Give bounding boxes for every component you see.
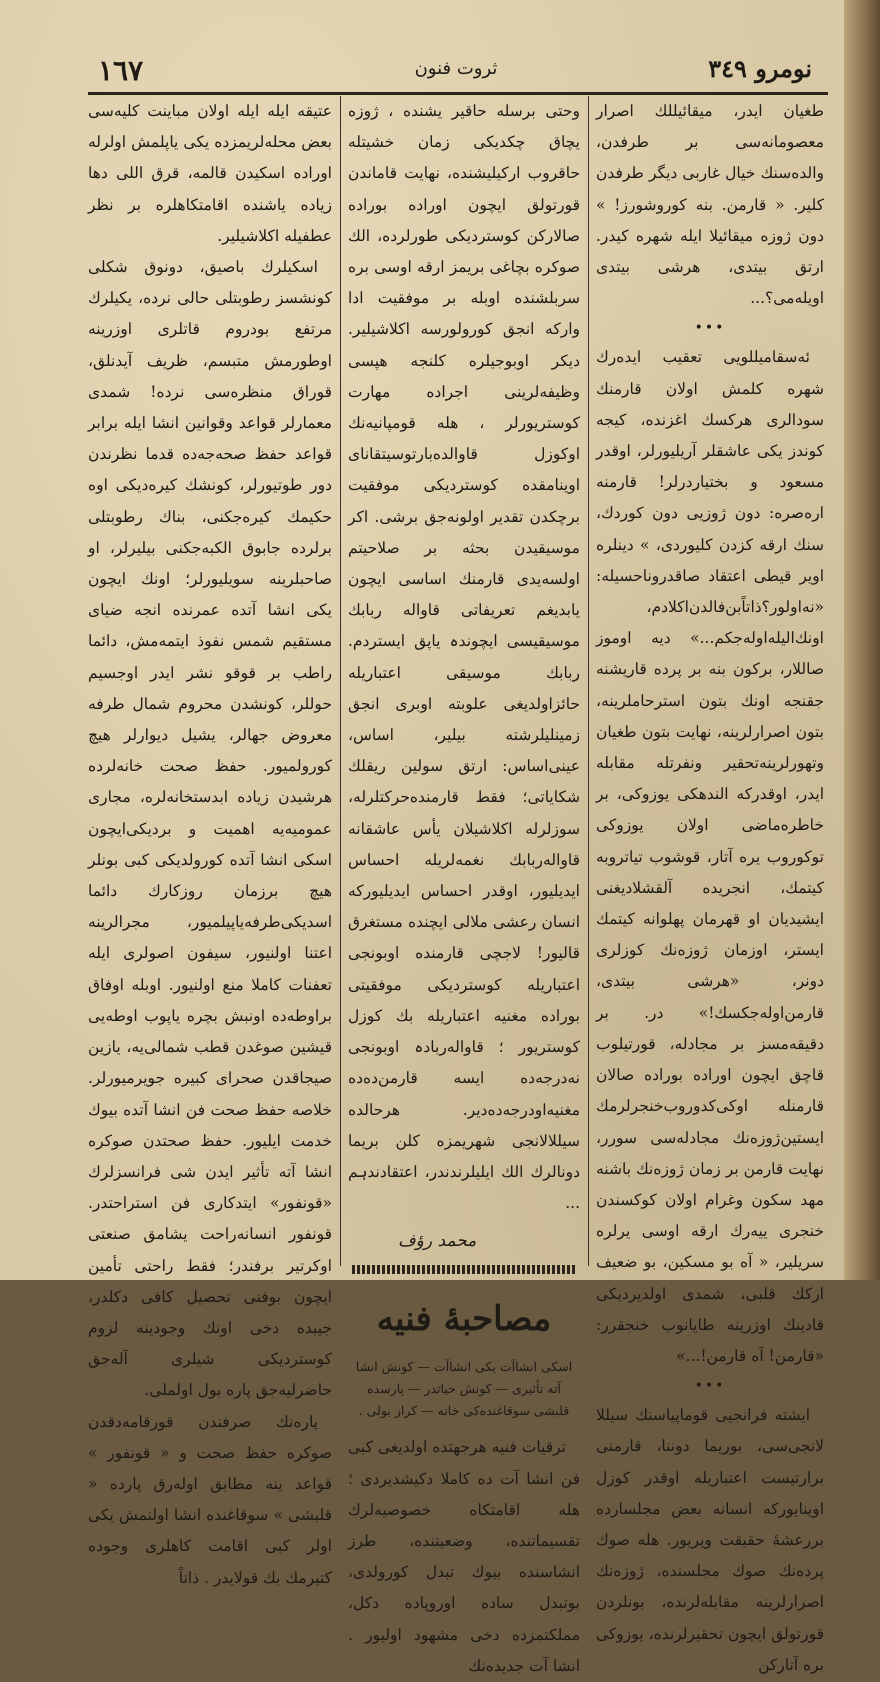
author-signature: محمد رؤف	[398, 1231, 477, 1252]
section-dots: •••	[694, 1378, 726, 1395]
section-dots: •••	[694, 320, 726, 337]
issue-number: نومرو ۳٤۹	[708, 54, 812, 83]
paragraph: ئه‌سقامیللویی تعقیب ایده‌رك شهره کلمش اولان قارمنك سودالری هرکسك اغزنده، کیجه کوندز یکی عاشقلر آریلیورلر، اوقدر مسعود و بختیاردرلر! قارمنه اره‌صره: دون ژوزیی دون کوردك، سنك ارقه کزدن کلیوردی، » دینلره اویر قیطی اعتقاد صاقدروناحسیله: «نه‌اولور؟ذاتاًبن‌فالدن‌اکلادم، اونك‌الیله‌اوله‌جکم...» دیه اوموز صاللار، برکون بنه بر پرده قاریشنه جقنجه اونك بتون استرحاملرینه، بتون اصرارلرینه، نهایت بتون طغیان وتهورلرینه‌تحقیر ونفرتله مقابله ایدر، اوقدرکه الندهکی یوزوکی، بر خاطره‌ماضی اولان یوزوکی توکوروب یره آتار، قوشوب تیاتروبه کیتمك، انجریده آلقشلادیغنی ایشیدیان او قهرمان پهلوانه کیتمك ایستر، اوزمان ژوزه‌نك کوزلری دونر، «هرشی بیتدی، قارمن‌اوله‌جکسك!» در. بر دقیقه‌مسز بر مجادله، قورتیلوب قاچق ایچون اوراده بوراده صالان قارمنله اوکی‌کدوروب‌خنجرلرمك ایستین‌ژوزه‌نك مجادله‌سی سورر، نهایت قارمن بر زمان ژوزه‌نك باشنه مهد سکون وغرام اولان کوکسندن خنجری ییه‌رك ارقه اوسی یرلره سریلیر، « آه بو مسکین، بو ضعیف ارکك قلبی، شمدی اولدیردیکی قادینك اوزرینه طایانوب خنجقرر: «قارمن! آه قارمن!...»	[596, 348, 824, 1365]
page-header	[88, 48, 824, 94]
paragraph: وحتی برسله حاقیر یشنده ، ژوزه یچاق چکدیکی زمان خشیتله حاقروب اركیلیشنده، نهایت قاماندن قورتولق ایچون اوراده بوراده صالارکن کوستردیکی طورلرده، الك صوكره بچاغی بریمز ارقه اوسی بره سربلشنده اوبله بر موفقیت ادا وارکه انجق کورولورسه اکلاشیلیر. دیکر اوبوجیلره کلنجه هپسی وظیفه‌لرینی اجراده مهارت کوستریورلر ، هله قومپانیه‌نك اوکوزل قاوالده‌بارتوسیتقانای اوینامقده کوستردیکی موفقیت برچکدن تقدیر اولونه‌جق برشی. اکر موسیقیدن بحثه بر صلاحیتم اولسه‌یدی قارمنك اساسی ایچون یابدیغم تعریفاتی قاواله ربابك موسیقیسی ایچوندہ یاپق ایسترد‌م. ربابك موسیقی اعتباریله حائزاولدیغی علوبته اوبری انجق زمینلیلرشته بیلیر، اساس، عینی‌اساس: ارتق سولین ریقلك شکایاتی؛ فقط قارمنده‌حرکتلرله، سوزلرله اکلاشیلان یأس عاشقانه قاواله‌ربابك نغمه‌لریله احساس ایدیلیور، اوقدر احساس ایدیلیورکه انسان رعشی ملالی ایچنده مستغرق قالیور! لاجچی قارمنده اوبونجی اعتباریله کوستردیکی موفقیتی بوراده مغنیه اعتباریله بك کوزل کوستریور ؛ قاواله‌ربادہ اوبونجی نه‌درجه‌ده ایسه قارمن‌ده‌ده مغنیه‌اودرجه‌ده‌دیر. هرحالده سیللالانجی شهریمزه کلن بریما دونالرك الك ایلیلرندندر، اعتقادندہم ...	[348, 102, 580, 1213]
column-left	[88, 96, 332, 1587]
paragraph: عتیقه ایله ایله اولان مباینت کلیه‌سی بعض محله‌لریمزده یکی یاپلمش اولرله اوراده اسکیدن قالمه، قرق اللی دها زیاده یاشنده اقامتکاهلره بر نظر عطفیله اکلاشیلیر.	[88, 102, 332, 245]
section-divider	[352, 1265, 576, 1274]
binding-gutter	[844, 0, 880, 1280]
section-summary: اسکی انشاآت یکی انشاآت — کونش انشا آته تأثیری — کونش حیاتدر — پارسده قلبشی سوقاغنده‌کی خانه — کراز بولی .	[355, 1359, 573, 1419]
journal-title: ثروت فنون	[414, 58, 498, 79]
section-title: مصاحبهٔ فنیه	[376, 1299, 552, 1340]
paragraph: ایشته فرانجیی قوماپیاسنك سیللا لانجی‌سی، بوریما دوننا، قارمنی برارتیست اعتباریله اوقدر کوزل اوینایورکه انسانه بعض مجلسارده بررعشهٔ حقیقت ویریور. هله صوك پرده‌نك صوك مجلسنده، ژوزه‌نك اصرارلرینه مقابله‌لرنده، بونلردن قورتولق ایچون تحقیرلرنده، یوزوکی بره آتارکن	[596, 1406, 824, 1674]
paragraph: پاره‌نك صرفندن قورقامه‌دقدن صوکره حفظ صحت و « قونفور » قواعد ینه مطابق اوله‌رق پارده « قلبشی » سوقاغنده انشا اولنمش یکی اولر کبی اقامت کاهلری وجوده کتیرمك بك قولایدر . ذاتاً	[88, 1412, 332, 1587]
paragraph: اسکیلرك باصیق، دونوق شکلی کونشسز رطوبتلی حالی نرده، یکیلرك مرتفع بودروم قاتلری اوزرینه اوطورمش متبسم، ظریف آیدنلق، قوراق منظره‌سی نرده! شمدی معمارلر قواعد وقوانین انشا ایله برابر قواعد حفظ صحه‌جه‌ده قدما نظرندن دور طوتیورلر، کونشك کیره‌دیکی اوه حکیمك کیره‌جکنی، بناك رطوبتلی برلرده جابوق الکبه‌جکنی بیلیرلر، او صاحبلرینه سویلیورلر؛ اونك ایچون یکی انشا آتده عمرنده انجه ضیای مستقیم شمس نفوذ ایتمه‌مش، دائما راطب بر قوقو نشر ایدر اوجسیم حوللر، کونشدن محروم شمال طرفه معروض جهالر، یشیل دیوارلر هیچ کورولمیور. حفظ صحت خانه‌لرده هرشیدن زیاده ابدستخانه‌لره، مجاری عمومیه‌یه اهمیت و بردیکی‌ایچون اسکی انشا آتده کورولدیکی کبی بونلر هیچ برزمان روزکارك دائما اسدیکی‌طرفه‌یاپیلمیور، مجرالرینه اعتنا اولنیور، سیفون اصولری ایله تعفنات کاملا منع اولنیور. اوبله اوفاق براوطه‌ده اونبش بچره یاپوب اوطه‌یی قیشین صوغدن قطب شمالی‌یه، یازین صیجاقدن صحرای کبیره جویرمیورلر. خلاصه حفظ صحت فن انشا آتده بیوك خدمت ایلیور. حفظ صحتدن صوکره انشا آته تأثیر ایدن شی فرانسزلرك «قونفور» ایتدکاری فن استراحتدر. قونفور انسانه‌راحت یشامق صنعتی اوکرتیر برفندر؛ فقط راحتی تأمین ایچون بوفنی تحصیل کافی دکلدر، جیبده دخی اونك وجودینه لزوم کوستردیکی شیلری آله‌جق حاضرلیه‌جق پاره بول اولملی.	[88, 258, 332, 1400]
column-right	[596, 96, 824, 1674]
column-rule-left	[340, 96, 341, 1266]
paragraph: ترقیات فنیه هرجهتده اولدیغی کبی فن انشا آت ده کاملا دکیشدیردی ؛ هله اقامتکاه خصوصیه‌لرك تقسیماتنده، وضعیتنده، طرز انشاسنده بیوك تبدل کورولدی، بوتبدل ساده اوروپاده دکل، مملکتمزده دخی مشهود اولیور . انشا آت جدیده‌نك	[348, 1438, 580, 1675]
paragraph: طغیان ایدر، میقائیللك اصرار معصومانه‌سی بر طرفدن، والده‌سنك خیال غاربی دیگر طرفدن کلیر. « قارمن. بنه کوروشورز! » دون ژوزه میقائیلا ایله شهره کیدر. ارتق بیتدی، هرشی بیتدی اویله‌می؟...	[596, 102, 824, 308]
column-rule-right	[588, 96, 589, 1266]
page-number: ۱٦۷	[98, 54, 144, 87]
column-middle	[348, 96, 580, 1675]
header-rule	[88, 92, 828, 95]
